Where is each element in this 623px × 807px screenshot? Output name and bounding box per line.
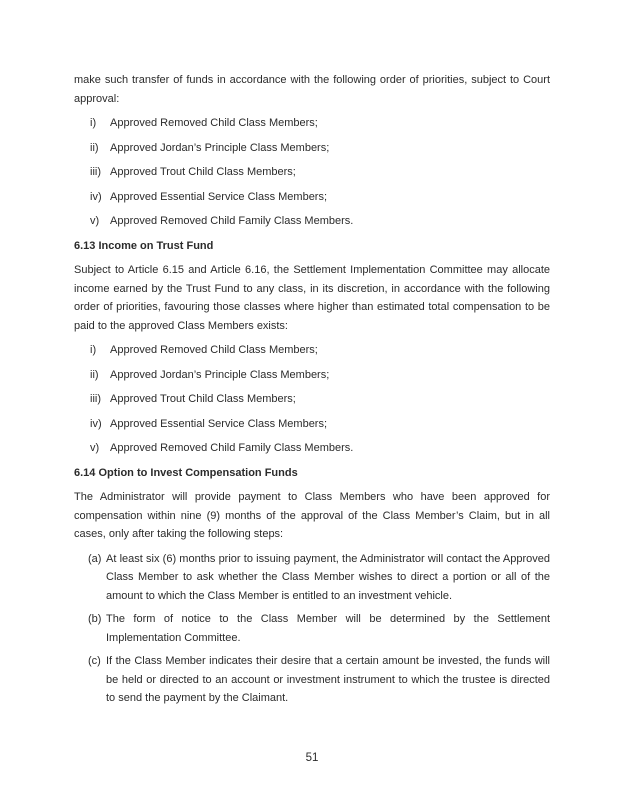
section-6-14-paragraph: The Administrator will provide payment to Class Members who have been approved for compensation within nine (9) months of the approval of the Class Member’s Claim, but in all cases, only after taking the following steps: xyxy=(74,491,550,540)
list-marker: iii) xyxy=(90,166,101,178)
list-item xyxy=(90,212,550,231)
list-item-text: Approved Essential Service Class Members; xyxy=(110,190,328,203)
list-marker: i) xyxy=(90,117,97,129)
list-item-text: Approved Removed Child Family Class Members. xyxy=(110,442,354,454)
list-item-text: Approved Jordan’s Principle Class Members; xyxy=(110,368,330,381)
list-item xyxy=(90,139,550,158)
list-item xyxy=(90,114,550,133)
steps-list xyxy=(74,550,550,708)
intro-paragraph: make such transfer of funds in accordance with the following order of priorities, subject to Court approval: xyxy=(74,74,550,105)
page-number: 51 xyxy=(305,752,319,764)
list-item-text: Approved Removed Child Class Members; xyxy=(110,117,318,129)
list-item xyxy=(90,188,550,207)
list-marker: i) xyxy=(90,344,97,356)
list-item-text: Approved Jordan’s Principle Class Members; xyxy=(110,141,330,154)
section-6-13-paragraph: Subject to Article 6.15 and Article 6.16, the Settlement Implementation Committee may allocate income earned by the Trust Fund to any class, in its discretion, in accordance with the following order of priorities, favouring those classes where higher than estimated total compensation to be paid to the approved Class Members exists: xyxy=(74,264,550,332)
document-content xyxy=(74,71,550,714)
section-heading-6-14: 6.14 Option to Invest Compensation Funds xyxy=(74,466,298,479)
list-item-text: Approved Removed Child Family Class Members. xyxy=(110,215,354,227)
list-marker: iii) xyxy=(90,393,101,405)
list-item xyxy=(88,550,550,606)
list-item xyxy=(90,439,550,458)
list-item-text: At least six (6) months prior to issuing payment, the Administrator will contact the Approved Class Member to ask whether the Class Member wishes to direct a portion or all of the amount to which the Class Member is entitled to an investment vehicle. xyxy=(106,552,550,602)
list-marker: (b) xyxy=(88,613,102,625)
list-marker: v) xyxy=(90,442,100,454)
list-marker: iv) xyxy=(90,190,102,203)
list-marker: iv) xyxy=(90,417,102,430)
priority-list-1 xyxy=(74,114,550,231)
list-item-text: The form of notice to the Class Member will be determined by the Settlement Implementation Committee. xyxy=(106,613,550,644)
list-marker: ii) xyxy=(90,141,99,154)
list-marker: (a) xyxy=(88,552,102,565)
list-item xyxy=(90,341,550,360)
list-item xyxy=(90,390,550,409)
list-item-text: If the Class Member indicates their desire that a certain amount be invested, the funds will be held or directed to an account or investment instrument to which the trustee is directed to send the payment by the Claimant. xyxy=(106,655,550,704)
list-item-text: Approved Trout Child Class Members; xyxy=(110,393,296,405)
list-marker: (c) xyxy=(88,655,101,667)
list-item xyxy=(88,652,550,708)
list-item-text: Approved Essential Service Class Members; xyxy=(110,417,328,430)
list-marker: ii) xyxy=(90,368,99,381)
list-item xyxy=(88,610,550,647)
section-heading-6-13: 6.13 Income on Trust Fund xyxy=(74,239,214,252)
priority-list-2 xyxy=(74,341,550,458)
list-item-text: Approved Trout Child Class Members; xyxy=(110,166,296,178)
list-item-text: Approved Removed Child Class Members; xyxy=(110,344,318,356)
list-item xyxy=(90,415,550,434)
list-marker: v) xyxy=(90,215,100,227)
list-item xyxy=(90,163,550,182)
list-item xyxy=(90,366,550,385)
